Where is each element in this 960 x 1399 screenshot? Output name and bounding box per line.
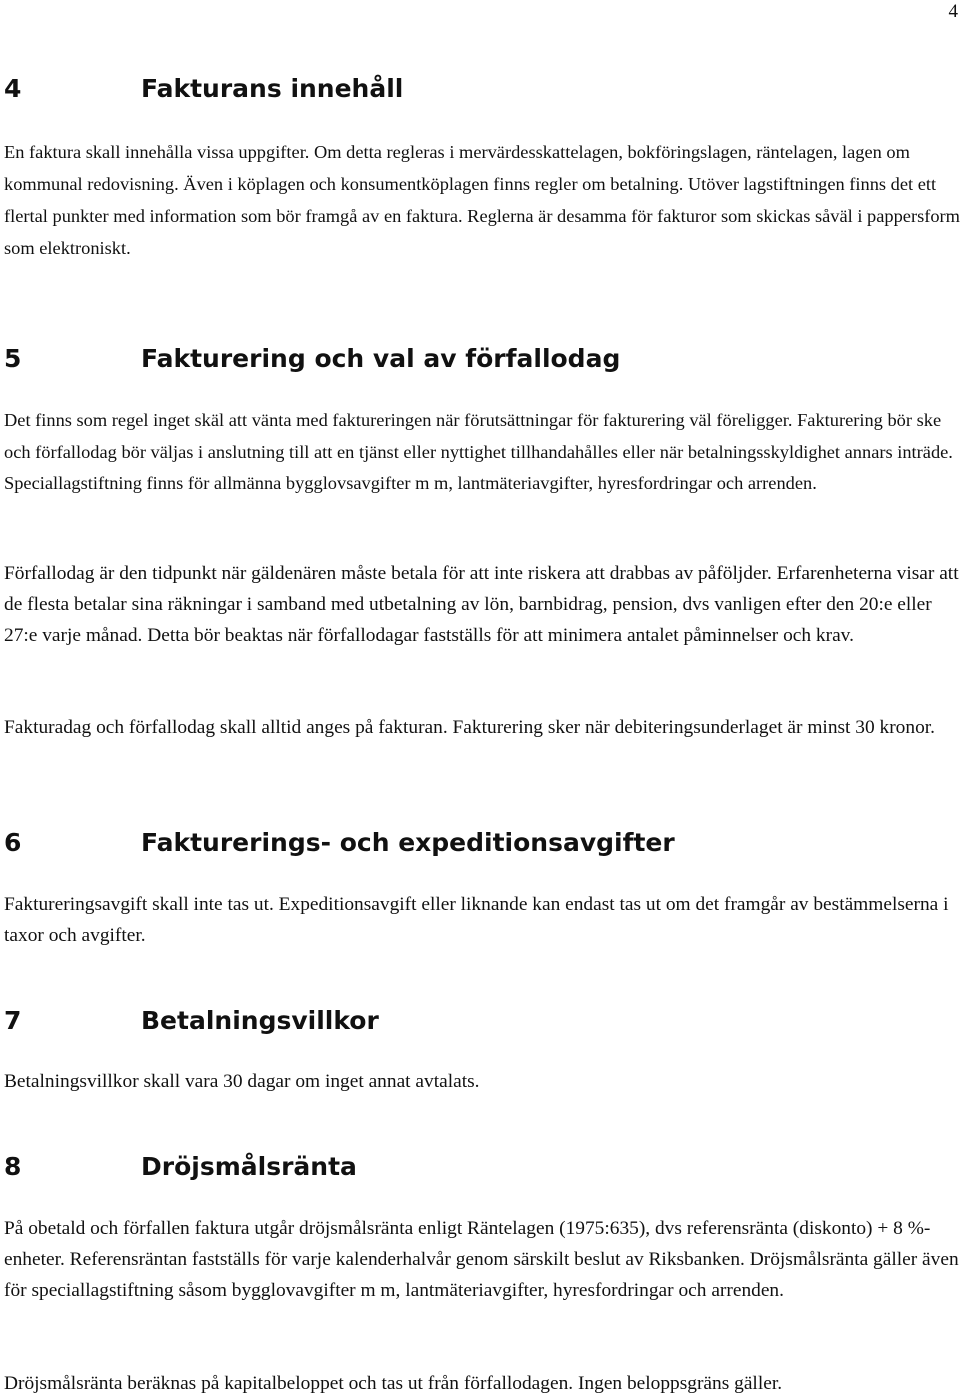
section-number: 5 [4, 344, 22, 373]
section-title: Dröjsmålsränta [141, 1152, 357, 1181]
section-number: 4 [4, 74, 22, 103]
section-heading-8 [4, 1151, 357, 1183]
section-6-paragraph-1: Faktureringsavgift skall inte tas ut. Expeditionsavgift eller liknande kan endast tas ut om det framgår av bestämmelserna i taxor och avgifter. [4, 894, 949, 946]
section-title: Fakturerings- och expeditionsavgifter [141, 828, 675, 857]
page-number: 4 [948, 1, 958, 22]
section-7-paragraph-1: Betalningsvillkor skall vara 30 dagar om inget annat avtalats. [4, 1071, 480, 1092]
section-heading-7 [4, 1005, 379, 1037]
section-5-paragraph-3: Fakturadag och förfallodag skall alltid anges på fakturan. Fakturering sker när debiteringsunderlaget är minst 30 kronor. [4, 717, 936, 738]
section-4-paragraph-1: En faktura skall innehålla vissa uppgifter. Om detta regleras i mervärdesskattelagen, bokföringslagen, räntelagen, lagen om kommunal redovisning. Även i köplagen och konsumentköplagen finns regler om betalning. Utöver lagstiftningen finns det ett flertal punkter med information som bör framgå av en faktura. Reglerna är desamma för fakturor som skickas såväl i pappersform som elektroniskt. [4, 142, 960, 258]
section-heading-6 [4, 827, 675, 859]
section-heading-5 [4, 343, 620, 375]
section-title: Betalningsvillkor [141, 1006, 379, 1035]
section-title: Fakturans innehåll [141, 74, 404, 103]
section-5-paragraph-2: Förfallodag är den tidpunkt när gäldenären måste betala för att inte riskera att drabbas av påföljder. Erfarenheterna visar att de flesta betalar sina räkningar i samband med utbetalning av lön, barnbidrag, pension, dvs vanligen efter den 20:e eller 27:e varje månad. Detta bör beaktas när förfallodagar fastställs för att minimera antalet påminnelser och krav. [4, 563, 959, 646]
section-8-paragraph-2: Dröjsmålsränta beräknas på kapitalbeloppet och tas ut från förfallodagen. Ingen beloppsgräns gäller. [4, 1373, 783, 1394]
section-title: Fakturering och val av förfallodag [141, 344, 621, 373]
section-5-paragraph-1: Det finns som regel inget skäl att vänta med faktureringen när förutsättningar för fakturering väl föreligger. Fakturering bör ske och förfallodag bör väljas i anslutning till att en tjänst eller nyttighet tillhandahålles eller när betalningsskyldighet annars inträde. Speciallagstiftning finns för allmänna bygglovsavgifter m m, lantmäteriavgifter, hyresfordringar och arrenden. [4, 410, 953, 493]
section-number: 6 [4, 828, 22, 857]
section-heading-4 [4, 73, 403, 105]
section-number: 7 [4, 1006, 22, 1035]
section-number: 8 [4, 1152, 22, 1181]
section-8-paragraph-1: På obetald och förfallen faktura utgår dröjsmålsränta enligt Räntelagen (1975:635), dvs referensränta (diskonto) + 8 %-enheter. Referensräntan fastställs för varje kalenderhalvår genom särskilt beslut av Riksbanken. Dröjsmålsränta gäller även för speciallagstiftning såsom bygglovavgifter m m, lantmäteriavgifter, hyresfordringar och arrenden. [4, 1218, 959, 1301]
